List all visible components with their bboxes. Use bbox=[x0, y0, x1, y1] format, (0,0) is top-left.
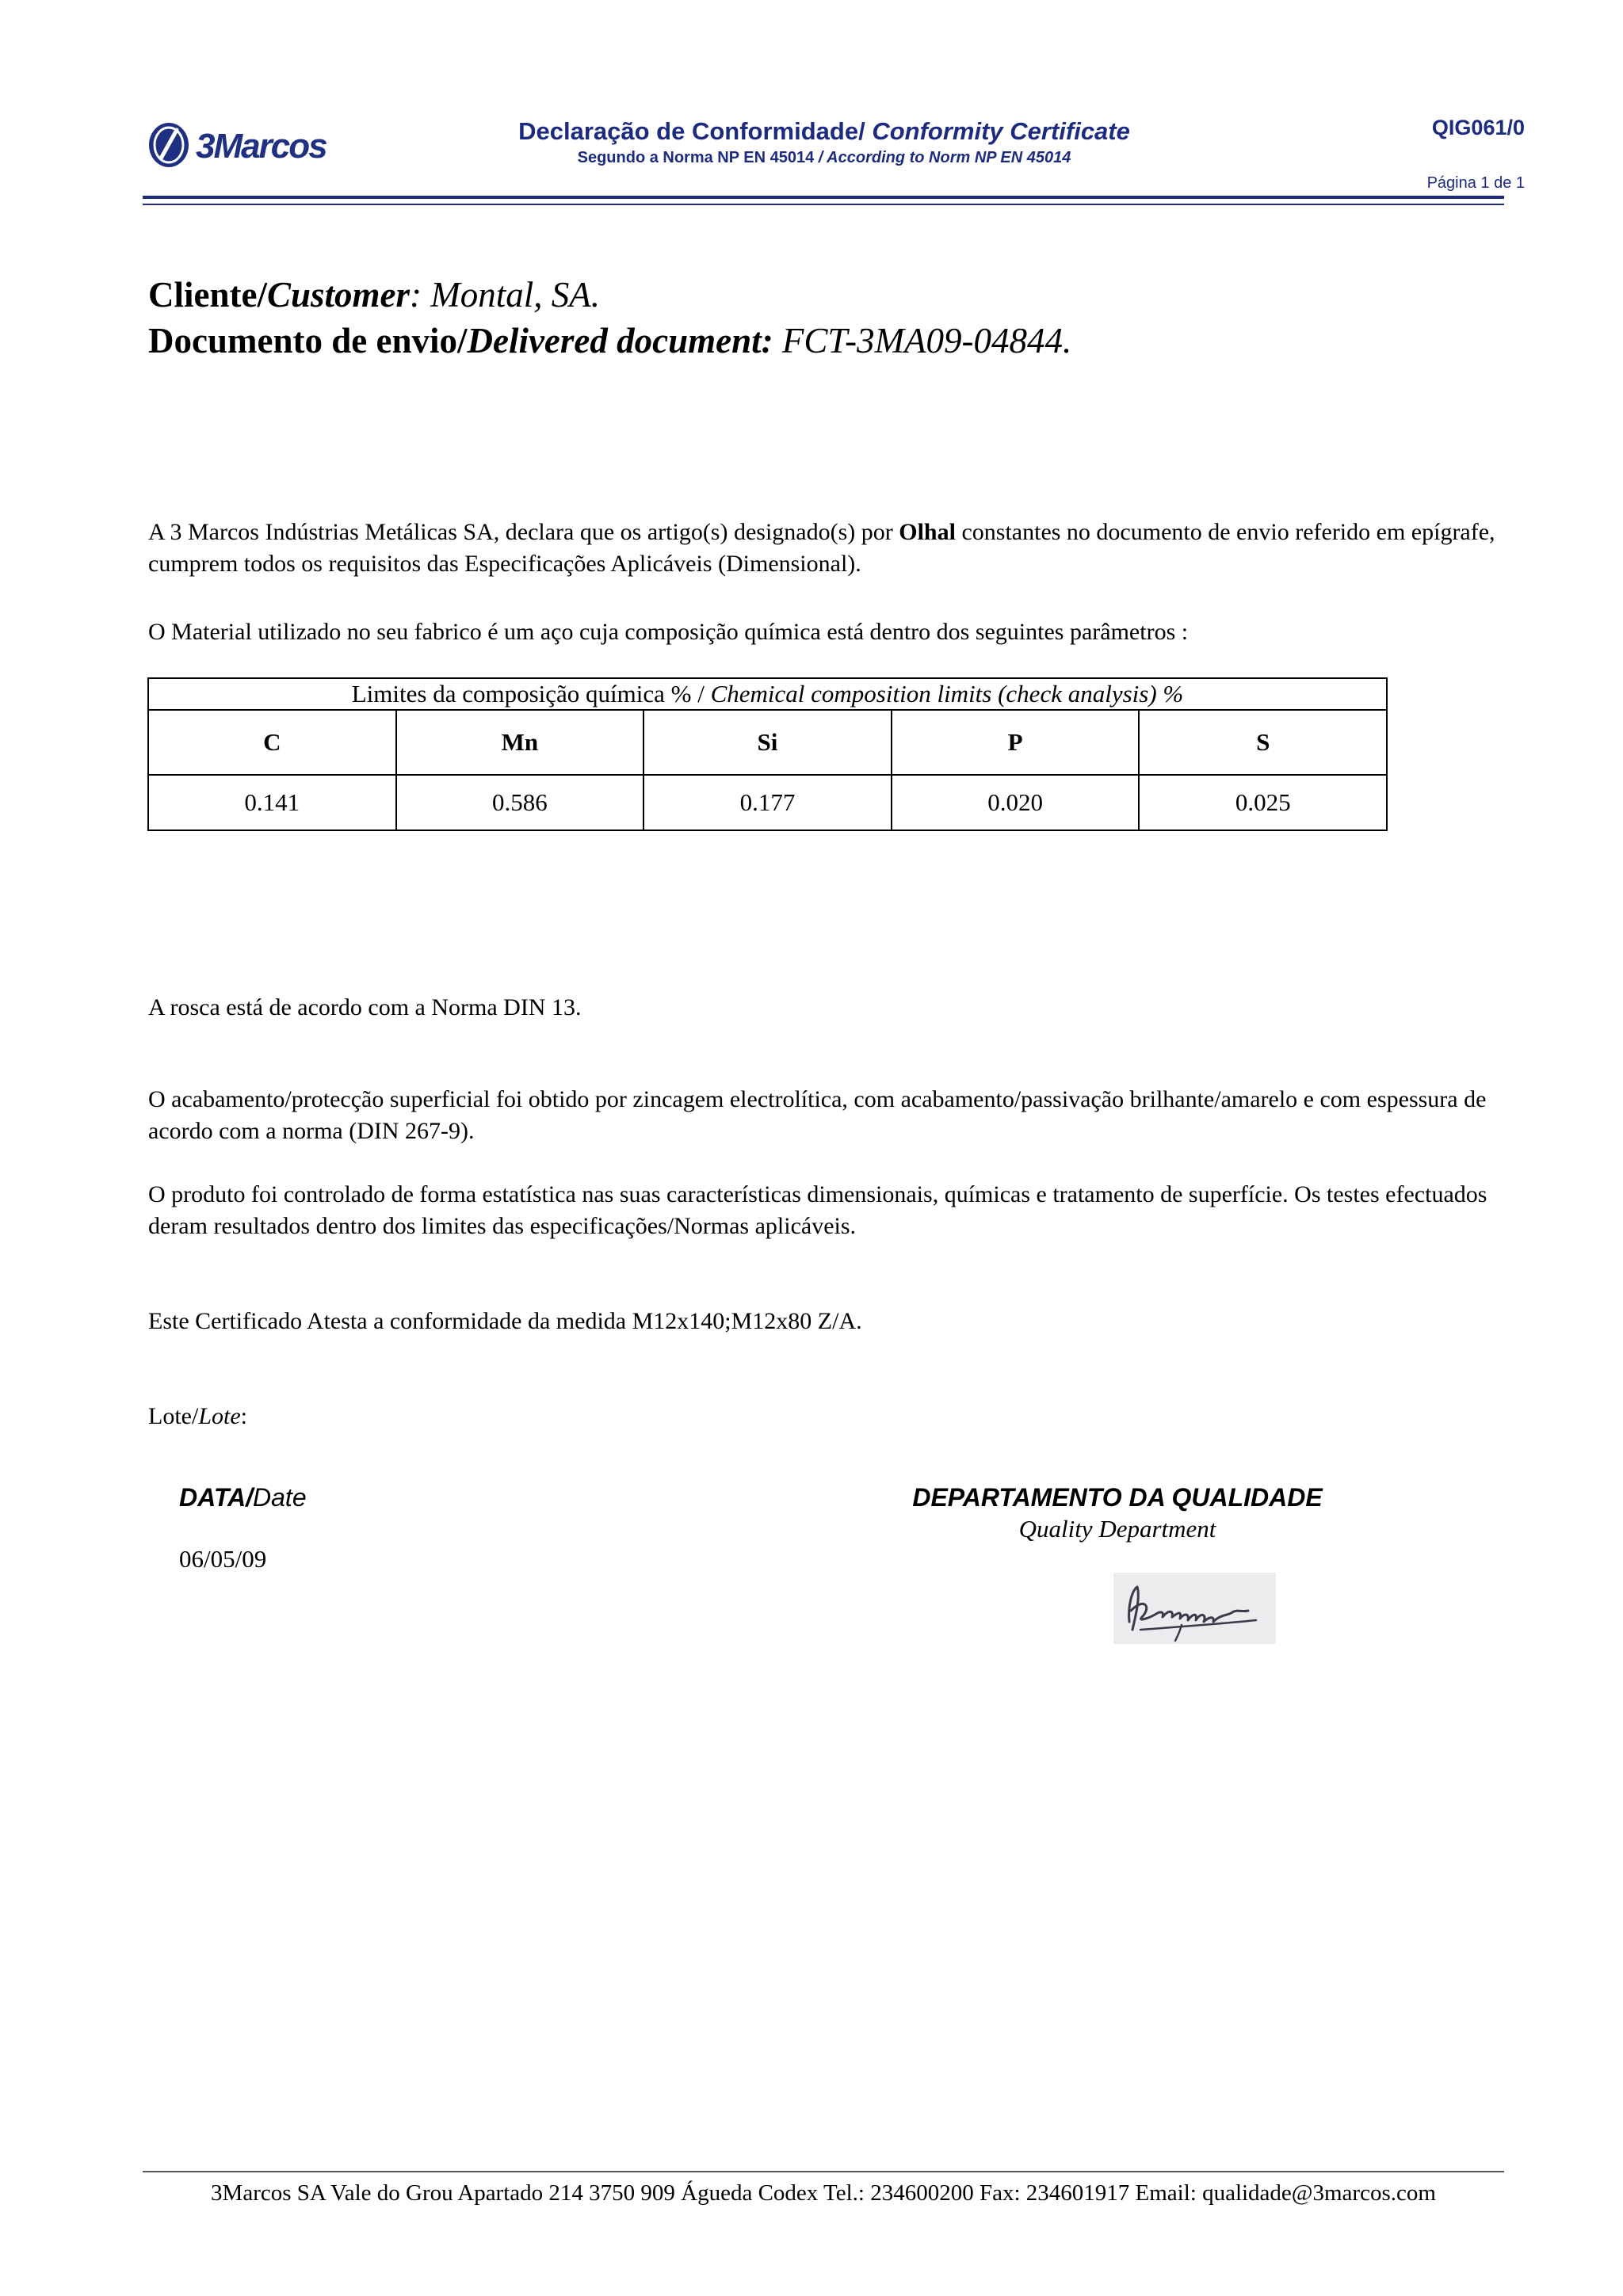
table-caption-row bbox=[148, 678, 1387, 710]
header-cell-mn: Mn bbox=[396, 710, 644, 775]
subtitle-pt: Segundo a Norma NP EN 45014 bbox=[577, 149, 819, 166]
header-rule-thick bbox=[143, 196, 1504, 199]
logo-text: 3Marcos bbox=[196, 127, 327, 166]
caption-en: Chemical composition limits (check analysis) % bbox=[710, 680, 1184, 707]
table-header-row bbox=[148, 710, 1387, 775]
value-cell-c: 0.141 bbox=[148, 775, 396, 830]
thread-paragraph: A rosca está de acordo com a Norma DIN 13. bbox=[148, 994, 582, 1020]
doc-label-en: Delivered document: bbox=[467, 321, 773, 360]
signature-icon bbox=[1113, 1573, 1276, 1644]
title-pt: Declaração de Conformidade/ bbox=[518, 117, 873, 145]
title-en: Conformity Certificate bbox=[872, 117, 1130, 145]
delivered-document-line bbox=[148, 318, 1071, 364]
lot-line bbox=[148, 1401, 1495, 1432]
certificate-paragraph: Este Certificado Atesta a conformidade da medida M12x140;M12x80 Z/A. bbox=[148, 1308, 862, 1334]
quality-department-label: DEPARTAMENTO DA QUALIDADE bbox=[912, 1483, 1323, 1512]
date-label-pt: DATA/ bbox=[179, 1483, 254, 1512]
doc-value: FCT-3MA09-04844. bbox=[773, 321, 1072, 360]
header-rule-thin bbox=[143, 204, 1504, 205]
customer-line bbox=[148, 272, 1071, 318]
article-name: Olhal bbox=[899, 519, 956, 545]
caption-pt: Limites da composição química % / bbox=[351, 680, 711, 707]
customer-block bbox=[148, 272, 1071, 364]
footer-rule bbox=[143, 2171, 1504, 2172]
document-subtitle bbox=[412, 149, 1236, 167]
document-title bbox=[412, 117, 1236, 146]
handwritten-signature bbox=[1113, 1573, 1276, 1644]
chemical-composition-table bbox=[147, 677, 1388, 831]
intro-text-before: A 3 Marcos Indústrias Metálicas SA, declara que os artigo(s) designado(s) por bbox=[148, 519, 899, 545]
customer-label-en: Customer bbox=[266, 275, 411, 315]
lot-label-en: Lote bbox=[198, 1403, 241, 1429]
date-label bbox=[179, 1483, 307, 1512]
intro-paragraph bbox=[148, 517, 1495, 580]
header-cell-c: C bbox=[148, 710, 396, 775]
date-label-en: Date bbox=[253, 1483, 307, 1512]
value-cell-mn: 0.586 bbox=[396, 775, 644, 830]
header-cell-p: P bbox=[892, 710, 1140, 775]
doc-label-pt: Documento de envio/ bbox=[148, 321, 468, 360]
document-code: QIG061/0 bbox=[1431, 116, 1525, 139]
material-paragraph: O Material utilizado no seu fabrico é um aço cuja composição química está dentro dos seguintes parâmetros : bbox=[148, 619, 1189, 645]
page-number: Página 1 de 1 bbox=[1426, 174, 1525, 192]
quality-department-label-en: Quality Department bbox=[1018, 1515, 1216, 1543]
footer-contact: 3Marcos SA Vale do Grou Apartado 214 3750 909 Águeda Codex Tel.: 234600200 Fax: 234601917 Email: qualidade@3marcos.com bbox=[211, 2180, 1436, 2206]
table-row bbox=[148, 775, 1387, 830]
logo-emblem-icon bbox=[147, 120, 191, 170]
intro-text-after: constantes no documento de envio referido em epígrafe, cumprem todos os requisitos das Especificações Aplicáveis (Dimensional). bbox=[148, 519, 1495, 577]
lot-colon: : bbox=[240, 1403, 247, 1429]
customer-value: : Montal, SA. bbox=[410, 275, 600, 315]
customer-label-pt: Cliente/ bbox=[148, 275, 267, 315]
header-cell-si: Si bbox=[643, 710, 892, 775]
lot-label-pt: Lote/ bbox=[148, 1403, 199, 1429]
date-value: 06/05/09 bbox=[179, 1545, 267, 1573]
value-cell-s: 0.025 bbox=[1139, 775, 1387, 830]
control-paragraph: O produto foi controlado de forma estatística nas suas características dimensionais, químicas e tratamento de superfície. Os testes efectuados deram resultados dentro dos limites das especificações/Normas aplicáveis. bbox=[148, 1181, 1487, 1239]
value-cell-si: 0.177 bbox=[643, 775, 892, 830]
finish-paragraph: O acabamento/protecção superficial foi obtido por zincagem electrolítica, com acabamento/passivação brilhante/amarelo e com espessura de acordo com a norma (DIN 267-9). bbox=[148, 1086, 1487, 1144]
subtitle-en: / According to Norm NP EN 45014 bbox=[818, 149, 1071, 166]
company-logo bbox=[147, 120, 353, 171]
table-caption bbox=[148, 678, 1387, 710]
value-cell-p: 0.020 bbox=[892, 775, 1140, 830]
header-cell-s: S bbox=[1139, 710, 1387, 775]
